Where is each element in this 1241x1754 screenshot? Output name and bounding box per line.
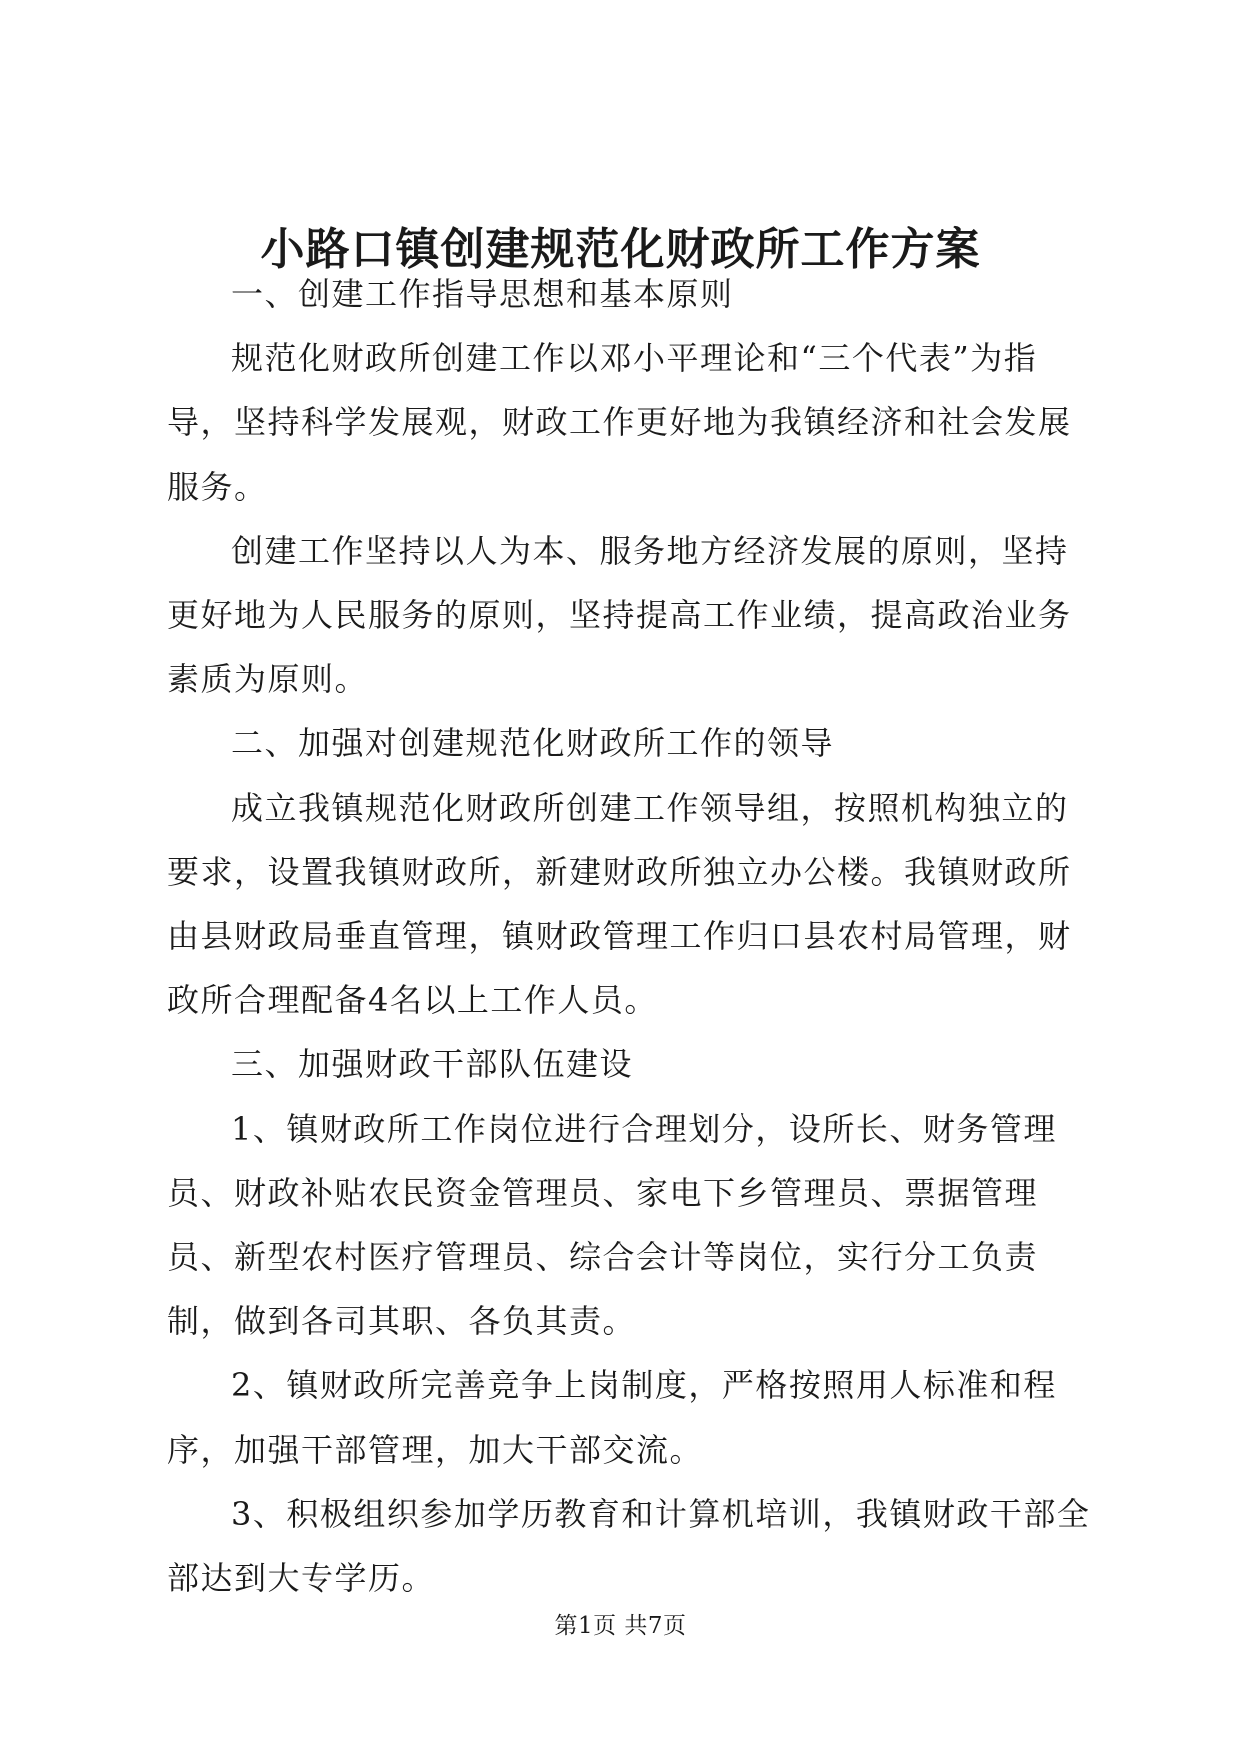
paragraph: 创建工作坚持以人为本、服务地方经济发展的原则，坚持更好地为人民服务的原则，坚持提高工作业绩，提高政治业务素质为原则。 [167,531,1072,699]
list-item: 3、积极组织参加学历教育和计算机培训，我镇财政干部全部达到大专学历。 [167,1494,1091,1598]
section-heading-3: 三、加强财政干部队伍建设 [231,1045,634,1084]
section-heading-1: 一、创建工作指导思想和基本原则 [231,275,734,313]
document-body [167,262,1095,1610]
paragraph: 规范化财政所创建工作以邓小平理论和“三个代表”为指导，坚持科学发展观，财政工作更好地为我镇经济和社会发展服务。 [167,339,1072,506]
document-title: 小路口镇创建规范化财政所工作方案 [260,224,981,275]
list-item: 1、镇财政所工作岗位进行合理划分，设所长、财务管理员、财政补贴农民资金管理员、家电下乡管理员、票据管理员、新型农村医疗管理员、综合会计等岗位，实行分工负责制，做到各司其职、各负其责。 [167,1109,1057,1341]
section-heading-2: 二、加强对创建规范化财政所工作的领导 [231,724,835,763]
page-footer: 第1页 共7页 [554,1613,687,1639]
paragraph: 成立我镇规范化财政所创建工作领导组，按照机构独立的要求，设置我镇财政所，新建财政所独立办公楼。我镇财政所由县财政局垂直管理，镇财政管理工作归口县农村局管理，财政所合理配备4名以上工作人员。 [167,788,1072,1020]
list-item: 2、镇财政所完善竞争上岗制度，严格按照用人标准和程序，加强干部管理，加大干部交流。 [167,1366,1057,1469]
